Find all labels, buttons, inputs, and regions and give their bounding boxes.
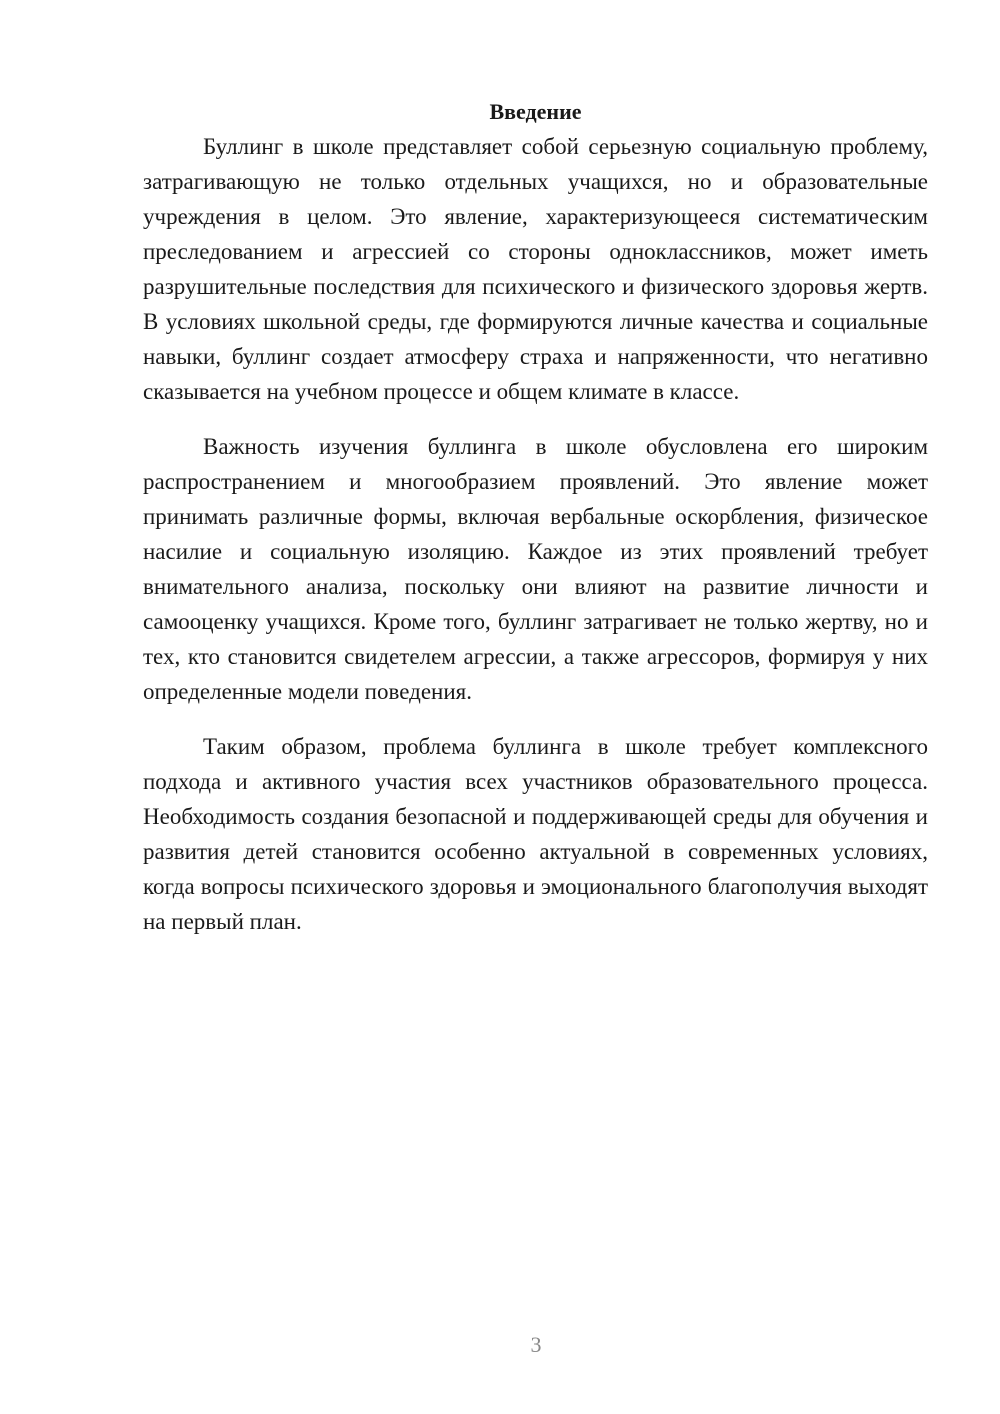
paragraph-2: Важность изучения буллинга в школе обусловлена его широким распространением и многообразием проявлений. Это явление может принимать различные формы, включая вербальные оскорбления, физическое насилие и социальную изоляцию. Каждое из этих проявлений требует внимательного анализа, поскольку они влияют на развитие личности и самооценку учащихся. Кроме того, буллинг затрагивает не только жертву, но и тех, кто становится свидетелем агрессии, а также агрессоров, формируя у них определенные модели поведения. (143, 434, 928, 704)
document-body (143, 94, 928, 939)
paragraph-1: Буллинг в школе представляет собой серьезную социальную проблему, затрагивающую не только отдельных учащихся, но и образовательные учреждения в целом. Это явление, характеризующееся систематическим преследованием и агрессией со стороны одноклассников, может иметь разрушительные последствия для психического и физического здоровья жертв. В условиях школьной среды, где формируются личные качества и социальные навыки, буллинг создает атмосферу страха и напряженности, что негативно сказывается на учебном процессе и общем климате в классе. (143, 134, 928, 404)
paragraph-3: Таким образом, проблема буллинга в школе требует комплексного подхода и активного участия всех участников образовательного процесса. Необходимость создания безопасной и поддерживающей среды для обучения и развития детей становится особенно актуальной в современных условиях, когда вопросы психического здоровья и эмоционального благополучия выходят на первый план. (143, 734, 928, 934)
section-title: Введение (489, 99, 582, 124)
page-number: 3 (530, 1332, 542, 1357)
